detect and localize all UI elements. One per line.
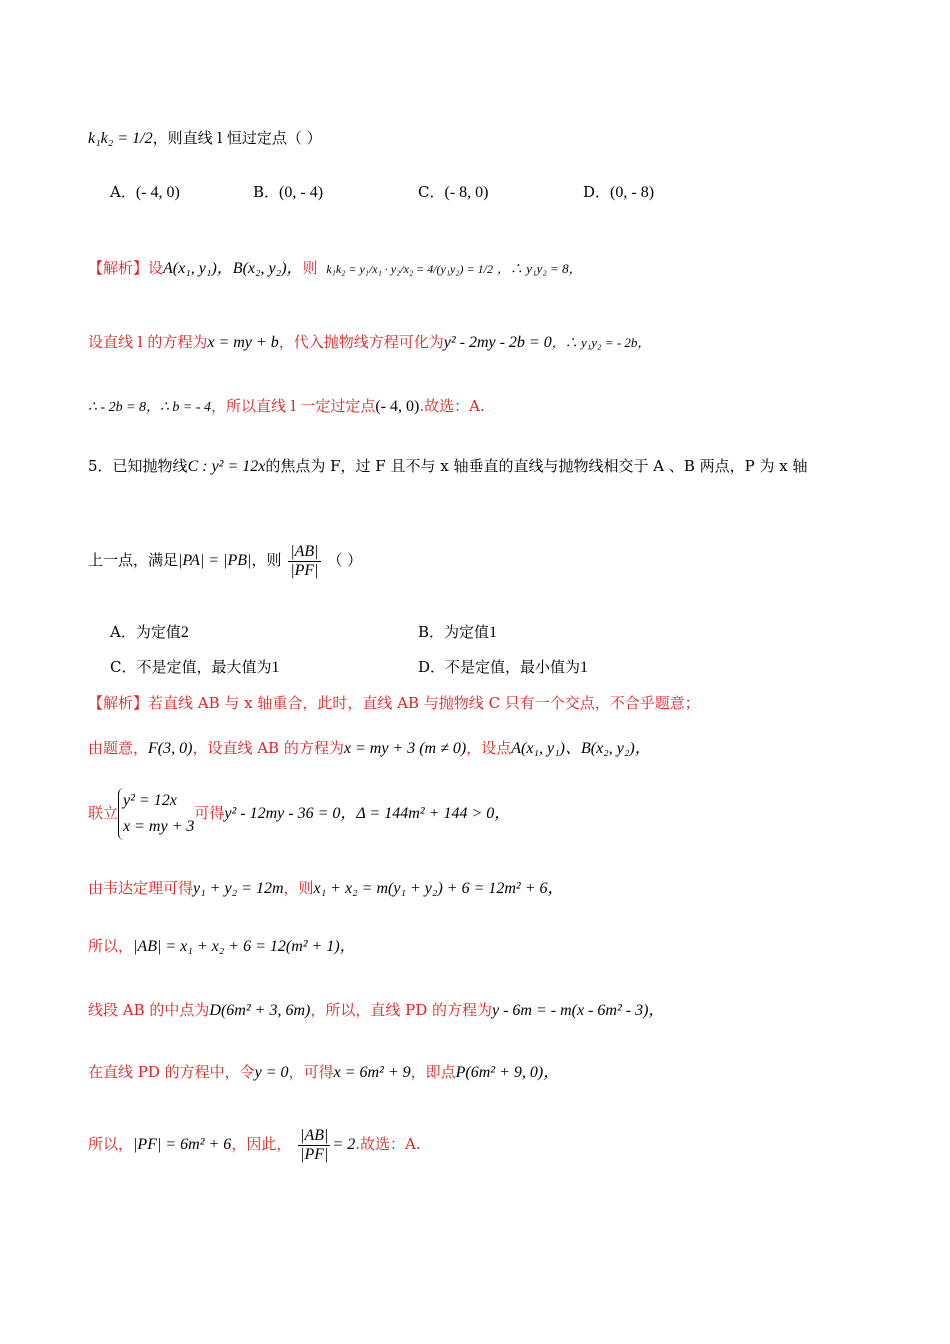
pf-length: |PF| = 6m² + 6 bbox=[133, 1136, 232, 1153]
stem-text: ，则 bbox=[251, 551, 282, 569]
q5-analysis-line5 bbox=[88, 936, 356, 957]
parabola-equation: C : y² = 12x bbox=[187, 458, 266, 475]
system-row: x = my + 3 bbox=[123, 818, 195, 835]
option-value: (0, - 8) bbox=[610, 184, 655, 201]
analysis-text: 可得 bbox=[194, 804, 225, 822]
option-value: 1 bbox=[271, 659, 280, 676]
analysis-text: 由韦达定理可得 bbox=[88, 879, 194, 897]
ratio-result: = 2 bbox=[332, 1136, 356, 1153]
system-row: y² = 12x bbox=[123, 792, 177, 809]
q5-analysis-line8 bbox=[88, 1124, 421, 1165]
x-value: x = 6m² + 9 bbox=[333, 1064, 411, 1081]
q4-stem-math: k₁k₂ = 1/2 bbox=[88, 130, 153, 147]
option-label: D． bbox=[418, 658, 446, 676]
option-label: C． bbox=[418, 183, 445, 201]
analysis-text: 设 bbox=[148, 259, 164, 277]
analysis-text: 在直线 PD 的方程中，令 bbox=[88, 1063, 255, 1081]
quadratic-equation: y² - 12my - 36 = 0，Δ = 144m² + 144 > 0， bbox=[224, 805, 511, 822]
option-label: D． bbox=[583, 183, 611, 201]
analysis-text: 由题意， bbox=[88, 739, 149, 757]
analysis-text: ，因此， bbox=[231, 1135, 292, 1153]
analysis-text: 所以， bbox=[88, 1135, 134, 1153]
option-value: (- 8, 0) bbox=[444, 184, 489, 201]
analysis-tag: 【解析】 bbox=[88, 259, 149, 277]
q5-stem-line1 bbox=[88, 456, 808, 477]
analysis-text: 线段 AB 的中点为 bbox=[88, 1001, 210, 1019]
option-value: 1 bbox=[489, 624, 498, 641]
midpoint: D(6m² + 3, 6m) bbox=[209, 1002, 311, 1019]
analysis-text: ，所以，直线 PD 的方程为 bbox=[310, 1001, 492, 1019]
stem-text: 已知抛物线 bbox=[112, 457, 188, 475]
equation-system bbox=[118, 788, 194, 840]
option-label: A． bbox=[110, 183, 136, 201]
analysis-text: 则 bbox=[302, 259, 318, 277]
q5-analysis-line7 bbox=[88, 1062, 559, 1083]
line-equation: x = my + b bbox=[207, 334, 279, 351]
answer-text: .故选：A. bbox=[355, 1135, 421, 1153]
answer-text: .故选：A. bbox=[419, 397, 485, 415]
quadratic-equation: y² - 2my - 2b = 0 bbox=[443, 334, 552, 351]
q4-option-a bbox=[110, 182, 180, 203]
analysis-text: 设直线 l 的方程为 bbox=[88, 333, 208, 351]
q5-stem-line2 bbox=[88, 540, 362, 581]
q4-option-b bbox=[253, 182, 323, 203]
q5-analysis-line2 bbox=[88, 738, 651, 759]
question-number: 5． bbox=[88, 457, 113, 475]
option-text: 不是定值，最大值为 bbox=[136, 658, 272, 676]
analysis-text: ，可得 bbox=[288, 1063, 334, 1081]
pd-equation: y - 6m = - m(x - 6m² - 3)， bbox=[492, 1002, 665, 1019]
fixed-point: (- 4, 0) bbox=[375, 398, 420, 415]
b-equation: ∴ - 2b = 8，∴ b = - 4 bbox=[88, 400, 212, 415]
q5-option-b bbox=[418, 622, 497, 643]
analysis-text: ，即点 bbox=[410, 1063, 456, 1081]
q5-option-a bbox=[110, 622, 189, 643]
option-label: B． bbox=[253, 183, 280, 201]
q5-analysis-line1 bbox=[88, 693, 700, 713]
analysis-text: 联立 bbox=[88, 804, 119, 822]
option-label: B． bbox=[418, 623, 445, 641]
option-label: A． bbox=[110, 623, 136, 641]
q4-analysis-line3 bbox=[88, 396, 485, 418]
y-zero: y = 0 bbox=[254, 1064, 289, 1081]
option-text: 为定值 bbox=[444, 623, 490, 641]
analysis-text: ，所以直线 l 一定过定点 bbox=[211, 397, 376, 415]
analysis-tag: 【解析】 bbox=[88, 694, 149, 712]
product-math: ，∴ y₁y₂ = 8， bbox=[496, 261, 582, 276]
q5-analysis-line4 bbox=[88, 878, 564, 899]
option-value: 2 bbox=[180, 624, 189, 641]
q4-analysis-line2 bbox=[88, 332, 650, 353]
q5-option-d bbox=[418, 657, 588, 678]
option-value: (0, - 4) bbox=[279, 184, 324, 201]
points-math: A(x₁, y₁)，B(x₂, y₂)， bbox=[163, 260, 303, 277]
stem-text: （ ） bbox=[327, 551, 363, 569]
focus-point: F(3, 0) bbox=[148, 740, 193, 757]
q4-stem bbox=[88, 128, 322, 149]
analysis-text: ，设点 bbox=[466, 739, 512, 757]
q4-stem-text: ，则直线 l 恒过定点（ ） bbox=[152, 129, 322, 147]
option-text: 为定值 bbox=[135, 623, 181, 641]
point-p: P(6m² + 9, 0)， bbox=[455, 1064, 560, 1081]
q5-analysis-line6 bbox=[88, 1000, 664, 1021]
q4-option-c bbox=[418, 182, 488, 203]
q4-option-d bbox=[583, 182, 654, 203]
stem-text: 的焦点为 F，过 F 且不与 x 轴垂直的直线与抛物线相交于 A 、B 两点，P 为 x 轴 bbox=[265, 457, 808, 475]
q5-option-c bbox=[110, 657, 280, 678]
q5-analysis-line3 bbox=[88, 788, 510, 840]
option-value: (- 4, 0) bbox=[135, 184, 180, 201]
condition-equation: |PA| = |PB| bbox=[178, 552, 252, 569]
analysis-text: ，设直线 AB 的方程为 bbox=[192, 739, 344, 757]
stem-text: 上一点，满足 bbox=[88, 551, 179, 569]
ab-length: |AB| = x₁ + x₂ + 6 = 12(m² + 1)， bbox=[133, 938, 356, 955]
ratio-fraction: $\frac{|AB|}{|PF|}$ bbox=[300, 1126, 329, 1163]
option-value: 1 bbox=[580, 659, 589, 676]
analysis-text: 所以， bbox=[88, 937, 134, 955]
analysis-text: ，代入抛物线方程可化为 bbox=[278, 333, 444, 351]
analysis-text: ，则 bbox=[283, 879, 314, 897]
product-math: ，∴ y₁y₂ = - 2b， bbox=[551, 335, 651, 350]
ratio-fraction: $\frac{|AB|}{|PF|}$ bbox=[290, 542, 319, 579]
q4-analysis-line1 bbox=[88, 258, 582, 279]
k1k2-expression: k₁k₂ = y₁/x₁ · y₂/x₂ = 4/(y₁y₂) = 1/2 bbox=[326, 262, 493, 276]
option-label: C． bbox=[110, 658, 137, 676]
points-math: A(x₁, y₁)、B(x₂, y₂)， bbox=[511, 740, 651, 757]
option-text: 不是定值，最小值为 bbox=[445, 658, 581, 676]
x-sum: x₁ + x₂ = m(y₁ + y₂) + 6 = 12m² + 6， bbox=[313, 880, 564, 897]
vieta-sum: y₁ + y₂ = 12m bbox=[193, 880, 284, 897]
analysis-text: 若直线 AB 与 x 轴重合，此时，直线 AB 与抛物线 C 只有一个交点，不合乎题意； bbox=[148, 694, 700, 712]
line-equation: x = my + 3 (m ≠ 0) bbox=[343, 740, 467, 757]
